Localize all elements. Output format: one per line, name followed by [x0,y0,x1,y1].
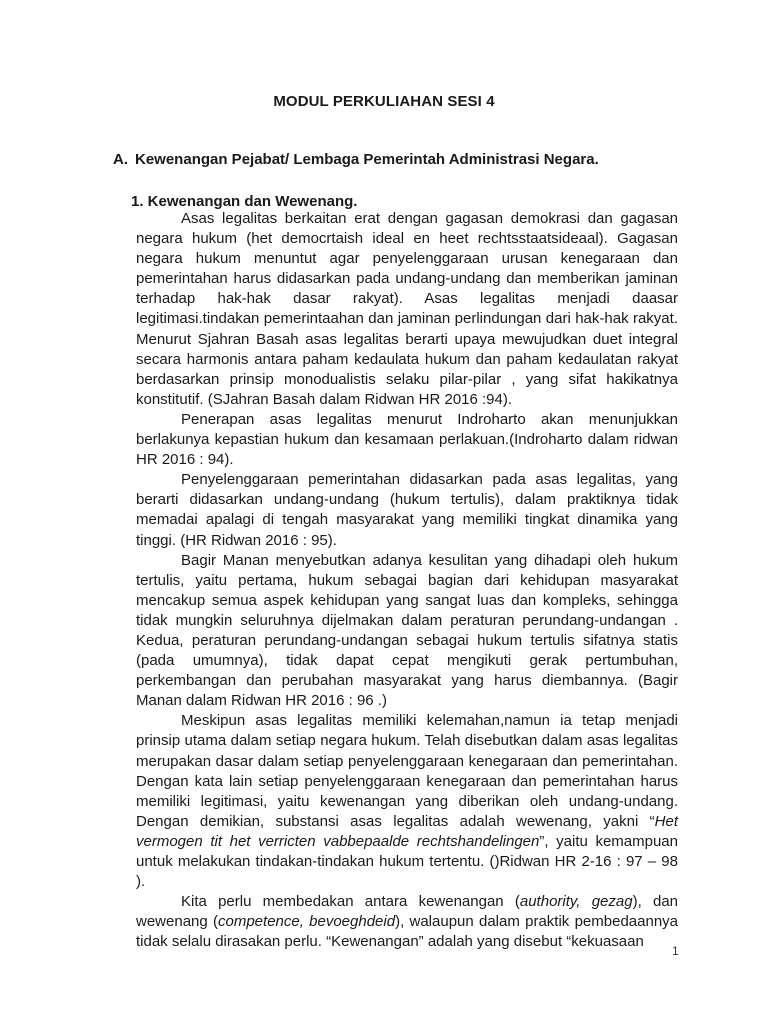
page-number: 1 [672,944,679,958]
paragraph: Penyelenggaraan pemerintahan didasarkan pada asas legalitas, yang berarti didasarkan undang-undang (hukum tertulis), dalam praktiknya tidak memadai apalagi di tengah masyarakat yang memiliki tingkat dinamika yang tinggi. (HR Ridwan 2016 : 95). [136,471,678,549]
paragraph-text: ), dan wewenang ( [136,893,679,931]
italic-term: authority, gezag [519,893,633,911]
paragraph: Penerapan asas legalitas menurut Indroharto akan menunjukkan berlakunya kepastian hukum dan kesamaan perlakuan.(Indroharto dalam ridwan HR 2016 : 94). [136,410,678,469]
paragraph-text: Kita perlu membedakan antara kewenangan ( [181,893,520,911]
paragraph: Asas legalitas berkaitan erat dengan gagasan demokrasi dan gagasan negara hukum (het democrtaish ideal en heet rechtsstaatsideaal). Gagasan negara hukum menuntut agar penyelenggaraan urusan kenegaraan dan pemerintahan harus didasarkan pada undang-undang dan memberikan jaminan terhadap hak-hak dasar rakyat). Asas legalitas menjadi daasar legitimasi.tindakan pemerintaahan dan jaminan perlindungan dari hak-hak rakyat. Menurut Sjahran Basah asas legalitas berarti upaya mewujudkan duet integral secara harmonis antara paham kedaulata hukum dan paham kedaulatan rakyat berdasarkan prinsip monodualistis selaku pilar-pilar , yang sifat hakikatnya konstitutif. (SJahran Basah dalam Ridwan HR 2016 :94). [136,210,678,408]
section-letter: A. [113,151,128,168]
paragraph: Bagir Manan menyebutkan adanya kesulitan yang dihadapi oleh hukum tertulis, yaitu pertama, hukum sebagai bagian dari kehidupan masyarakat mencakup semua aspek kehidupan yang sangat luas dan kompleks, sehingga tidak mungkin seluruhnya dijelmakan dalam peraturan perundang-undangan . Kedua, peraturan perundang-undangan sebagai hukum tertulis sifatnya statis (pada umumnya), tidak dapat cepat mengikuti gerak pertumbuhan, perkembangan dan perubahan masyarakat yang harus diembannya. (Bagir Manan dalam Ridwan HR 2016 : 96 .) [136,551,678,710]
paragraph [136,892,678,952]
body-text [136,209,678,952]
subsection-heading: 1. Kewenangan dan Wewenang. [131,193,358,210]
paragraph [136,711,678,892]
paragraph-text: Meskipun asas legalitas memiliki kelemahan,namun ia tetap menjadi prinsip utama dalam setiap negara hukum. Telah disebutkan dalam asas legalitas merupakan dasar dalam setiap penyelenggaraan kenegaraan dan pemerintahan. Dengan kata lain setiap penyelenggaraan kenegaraan dan pemerintahan harus memiliki legitimasi, yaitu kewenangan yang diberikan oleh undang-undang. Dengan demikian, substansi asas legalitas adalah wewenang, yakni “ [136,712,678,830]
paragraph-text: ”, yaitu kemampuan untuk melakukan tindakan-tindakan hukum tertentu. ()Ridwan HR 2-16 : 97 – 98 ). [136,832,678,891]
italic-phrase: Het vermogen tit het verricten vabbepaalde rechtshandelingen [136,812,678,850]
section-heading-text: Kewenangan Pejabat/ Lembaga Pemerintah Administrasi Negara. [135,151,599,168]
paragraph-text: ), walaupun dalam praktik pembedaannya tidak selalu dirasakan perlu. “Kewenangan” adalah yang disebut “kekuasaan [136,913,678,951]
italic-term: competence, bevoeghdeid [218,913,396,931]
section-heading [113,151,599,168]
document-title: MODUL PERKULIAHAN SESI 4 [273,93,495,110]
